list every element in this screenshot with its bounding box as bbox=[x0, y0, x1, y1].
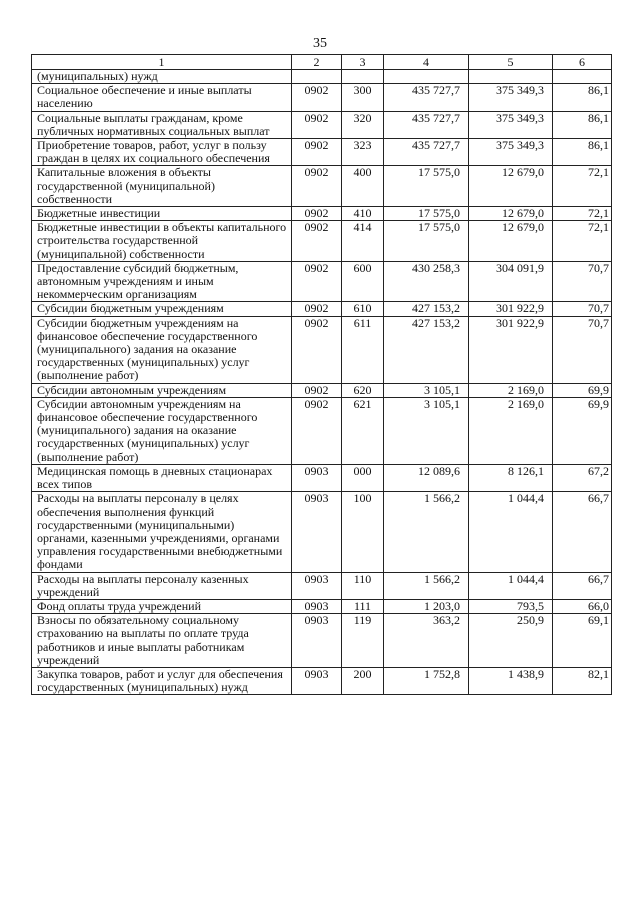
header-cell-4: 4 bbox=[384, 55, 469, 70]
table-row bbox=[32, 221, 612, 262]
table-row bbox=[32, 111, 612, 138]
row-name-cell: Социальное обеспечение и иные выплаты населению bbox=[32, 84, 292, 111]
header-cell-5: 5 bbox=[469, 55, 553, 70]
row-name-cell: Закупка товаров, работ и услуг для обеспечения государственных (муниципальных) нужд bbox=[32, 667, 292, 694]
row-plan-cell: 3 105,1 bbox=[384, 383, 469, 397]
row-name-cell: Медицинская помощь в дневных стационарах всех типов bbox=[32, 464, 292, 491]
table-row bbox=[32, 302, 612, 316]
row-name-cell: Бюджетные инвестиции bbox=[32, 207, 292, 221]
table-row bbox=[32, 667, 612, 694]
row-plan-cell: 17 575,0 bbox=[384, 166, 469, 207]
row-fact-cell: 12 679,0 bbox=[469, 166, 553, 207]
row-section-cell: 0903 bbox=[292, 572, 342, 599]
row-section-cell: 0903 bbox=[292, 667, 342, 694]
header-cell-3: 3 bbox=[342, 55, 384, 70]
row-fact-cell: 12 679,0 bbox=[469, 207, 553, 221]
table-row bbox=[32, 492, 612, 572]
table-row bbox=[32, 139, 612, 166]
row-section-cell: 0902 bbox=[292, 111, 342, 138]
row-plan-cell: 3 105,1 bbox=[384, 397, 469, 464]
row-fact-cell: 375 349,3 bbox=[469, 111, 553, 138]
row-fact-cell: 375 349,3 bbox=[469, 84, 553, 111]
header-cell-1: 1 bbox=[32, 55, 292, 70]
row-code-cell bbox=[342, 70, 384, 84]
row-name-cell: Предоставление субсидий бюджетным, автономным учреждениям и иным некоммерческим организациям bbox=[32, 261, 292, 302]
row-fact-cell: 1 044,4 bbox=[469, 492, 553, 572]
table-row bbox=[32, 70, 612, 84]
row-percent-cell: 69,1 bbox=[553, 614, 612, 668]
row-fact-cell: 12 679,0 bbox=[469, 221, 553, 262]
row-code-cell: 611 bbox=[342, 316, 384, 383]
row-fact-cell bbox=[469, 70, 553, 84]
row-code-cell: 600 bbox=[342, 261, 384, 302]
row-section-cell: 0903 bbox=[292, 464, 342, 491]
row-fact-cell: 250,9 bbox=[469, 614, 553, 668]
row-section-cell: 0902 bbox=[292, 139, 342, 166]
table-row bbox=[32, 383, 612, 397]
row-code-cell: 110 bbox=[342, 572, 384, 599]
table-row bbox=[32, 572, 612, 599]
row-plan-cell: 430 258,3 bbox=[384, 261, 469, 302]
row-percent-cell: 72,1 bbox=[553, 166, 612, 207]
row-name-cell: Субсидии автономным учреждениям bbox=[32, 383, 292, 397]
row-code-cell: 300 bbox=[342, 84, 384, 111]
row-percent-cell: 86,1 bbox=[553, 111, 612, 138]
row-code-cell: 111 bbox=[342, 599, 384, 613]
row-percent-cell: 86,1 bbox=[553, 84, 612, 111]
row-name-cell: Бюджетные инвестиции в объекты капитального строительства государственной (муниципальной) собственности bbox=[32, 221, 292, 262]
row-percent-cell: 69,9 bbox=[553, 383, 612, 397]
row-plan-cell: 427 153,2 bbox=[384, 302, 469, 316]
row-name-cell: Капитальные вложения в объекты государственной (муниципальной) собственности bbox=[32, 166, 292, 207]
row-plan-cell: 363,2 bbox=[384, 614, 469, 668]
row-code-cell: 200 bbox=[342, 667, 384, 694]
row-fact-cell: 375 349,3 bbox=[469, 139, 553, 166]
row-plan-cell: 1 566,2 bbox=[384, 492, 469, 572]
row-fact-cell: 8 126,1 bbox=[469, 464, 553, 491]
row-plan-cell: 17 575,0 bbox=[384, 207, 469, 221]
row-code-cell: 320 bbox=[342, 111, 384, 138]
row-percent-cell: 66,7 bbox=[553, 492, 612, 572]
table-row bbox=[32, 397, 612, 464]
row-section-cell bbox=[292, 70, 342, 84]
row-section-cell: 0902 bbox=[292, 261, 342, 302]
row-name-cell: Расходы на выплаты персоналу в целях обеспечения выполнения функций государственными (муниципальными) органами, казенными учреждениями, органами управления государственными внебюджетными фондами bbox=[32, 492, 292, 572]
table-row bbox=[32, 464, 612, 491]
row-fact-cell: 1 044,4 bbox=[469, 572, 553, 599]
row-code-cell: 100 bbox=[342, 492, 384, 572]
row-percent-cell: 66,7 bbox=[553, 572, 612, 599]
row-code-cell: 621 bbox=[342, 397, 384, 464]
row-fact-cell: 301 922,9 bbox=[469, 316, 553, 383]
header-cell-2: 2 bbox=[292, 55, 342, 70]
row-fact-cell: 2 169,0 bbox=[469, 397, 553, 464]
row-code-cell: 323 bbox=[342, 139, 384, 166]
row-plan-cell: 12 089,6 bbox=[384, 464, 469, 491]
row-section-cell: 0902 bbox=[292, 221, 342, 262]
row-section-cell: 0903 bbox=[292, 614, 342, 668]
row-section-cell: 0902 bbox=[292, 316, 342, 383]
row-percent-cell: 70,7 bbox=[553, 316, 612, 383]
row-percent-cell: 82,1 bbox=[553, 667, 612, 694]
row-section-cell: 0902 bbox=[292, 397, 342, 464]
row-plan-cell: 435 727,7 bbox=[384, 111, 469, 138]
header-row bbox=[32, 55, 612, 70]
row-section-cell: 0902 bbox=[292, 302, 342, 316]
row-percent-cell: 66,0 bbox=[553, 599, 612, 613]
row-plan-cell: 435 727,7 bbox=[384, 139, 469, 166]
page-number: 35 bbox=[313, 36, 327, 51]
table-row bbox=[32, 614, 612, 668]
row-plan-cell: 17 575,0 bbox=[384, 221, 469, 262]
row-plan-cell: 435 727,7 bbox=[384, 84, 469, 111]
row-percent-cell: 67,2 bbox=[553, 464, 612, 491]
row-code-cell: 610 bbox=[342, 302, 384, 316]
row-plan-cell bbox=[384, 70, 469, 84]
row-section-cell: 0902 bbox=[292, 207, 342, 221]
row-section-cell: 0902 bbox=[292, 166, 342, 207]
table-row bbox=[32, 207, 612, 221]
row-percent-cell: 70,7 bbox=[553, 261, 612, 302]
header-cell-6: 6 bbox=[553, 55, 612, 70]
row-plan-cell: 427 153,2 bbox=[384, 316, 469, 383]
row-name-cell: Фонд оплаты труда учреждений bbox=[32, 599, 292, 613]
row-section-cell: 0903 bbox=[292, 492, 342, 572]
budget-table bbox=[31, 54, 612, 695]
row-fact-cell: 301 922,9 bbox=[469, 302, 553, 316]
row-percent-cell bbox=[553, 70, 612, 84]
row-fact-cell: 793,5 bbox=[469, 599, 553, 613]
row-percent-cell: 86,1 bbox=[553, 139, 612, 166]
row-plan-cell: 1 203,0 bbox=[384, 599, 469, 613]
row-section-cell: 0902 bbox=[292, 84, 342, 111]
row-code-cell: 000 bbox=[342, 464, 384, 491]
row-code-cell: 620 bbox=[342, 383, 384, 397]
row-percent-cell: 69,9 bbox=[553, 397, 612, 464]
row-fact-cell: 1 438,9 bbox=[469, 667, 553, 694]
table-row bbox=[32, 261, 612, 302]
row-name-cell: Социальные выплаты гражданам, кроме публичных нормативных социальных выплат bbox=[32, 111, 292, 138]
row-name-cell: Субсидии бюджетным учреждениям на финансовое обеспечение государственного (муниципального) задания на оказание государственных (муниципальных) услуг (выполнение работ) bbox=[32, 316, 292, 383]
row-name-cell: Субсидии автономным учреждениям на финансовое обеспечение государственного (муниципального) задания на оказание государственных (муниципальных) услуг (выполнение работ) bbox=[32, 397, 292, 464]
row-section-cell: 0902 bbox=[292, 383, 342, 397]
row-percent-cell: 70,7 bbox=[553, 302, 612, 316]
row-code-cell: 410 bbox=[342, 207, 384, 221]
table-row bbox=[32, 84, 612, 111]
table-row bbox=[32, 316, 612, 383]
row-fact-cell: 304 091,9 bbox=[469, 261, 553, 302]
row-code-cell: 414 bbox=[342, 221, 384, 262]
row-code-cell: 119 bbox=[342, 614, 384, 668]
row-fact-cell: 2 169,0 bbox=[469, 383, 553, 397]
row-code-cell: 400 bbox=[342, 166, 384, 207]
row-name-cell: Расходы на выплаты персоналу казенных учреждений bbox=[32, 572, 292, 599]
row-name-cell: Приобретение товаров, работ, услуг в пользу граждан в целях их социального обеспечения bbox=[32, 139, 292, 166]
row-name-cell: (муниципальных) нужд bbox=[32, 70, 292, 84]
row-name-cell: Взносы по обязательному социальному страхованию на выплаты по оплате труда работников и иные выплаты работникам учреждений bbox=[32, 614, 292, 668]
table-row bbox=[32, 599, 612, 613]
row-name-cell: Субсидии бюджетным учреждениям bbox=[32, 302, 292, 316]
row-percent-cell: 72,1 bbox=[553, 207, 612, 221]
row-percent-cell: 72,1 bbox=[553, 221, 612, 262]
row-plan-cell: 1 566,2 bbox=[384, 572, 469, 599]
row-plan-cell: 1 752,8 bbox=[384, 667, 469, 694]
row-section-cell: 0903 bbox=[292, 599, 342, 613]
table-row bbox=[32, 166, 612, 207]
